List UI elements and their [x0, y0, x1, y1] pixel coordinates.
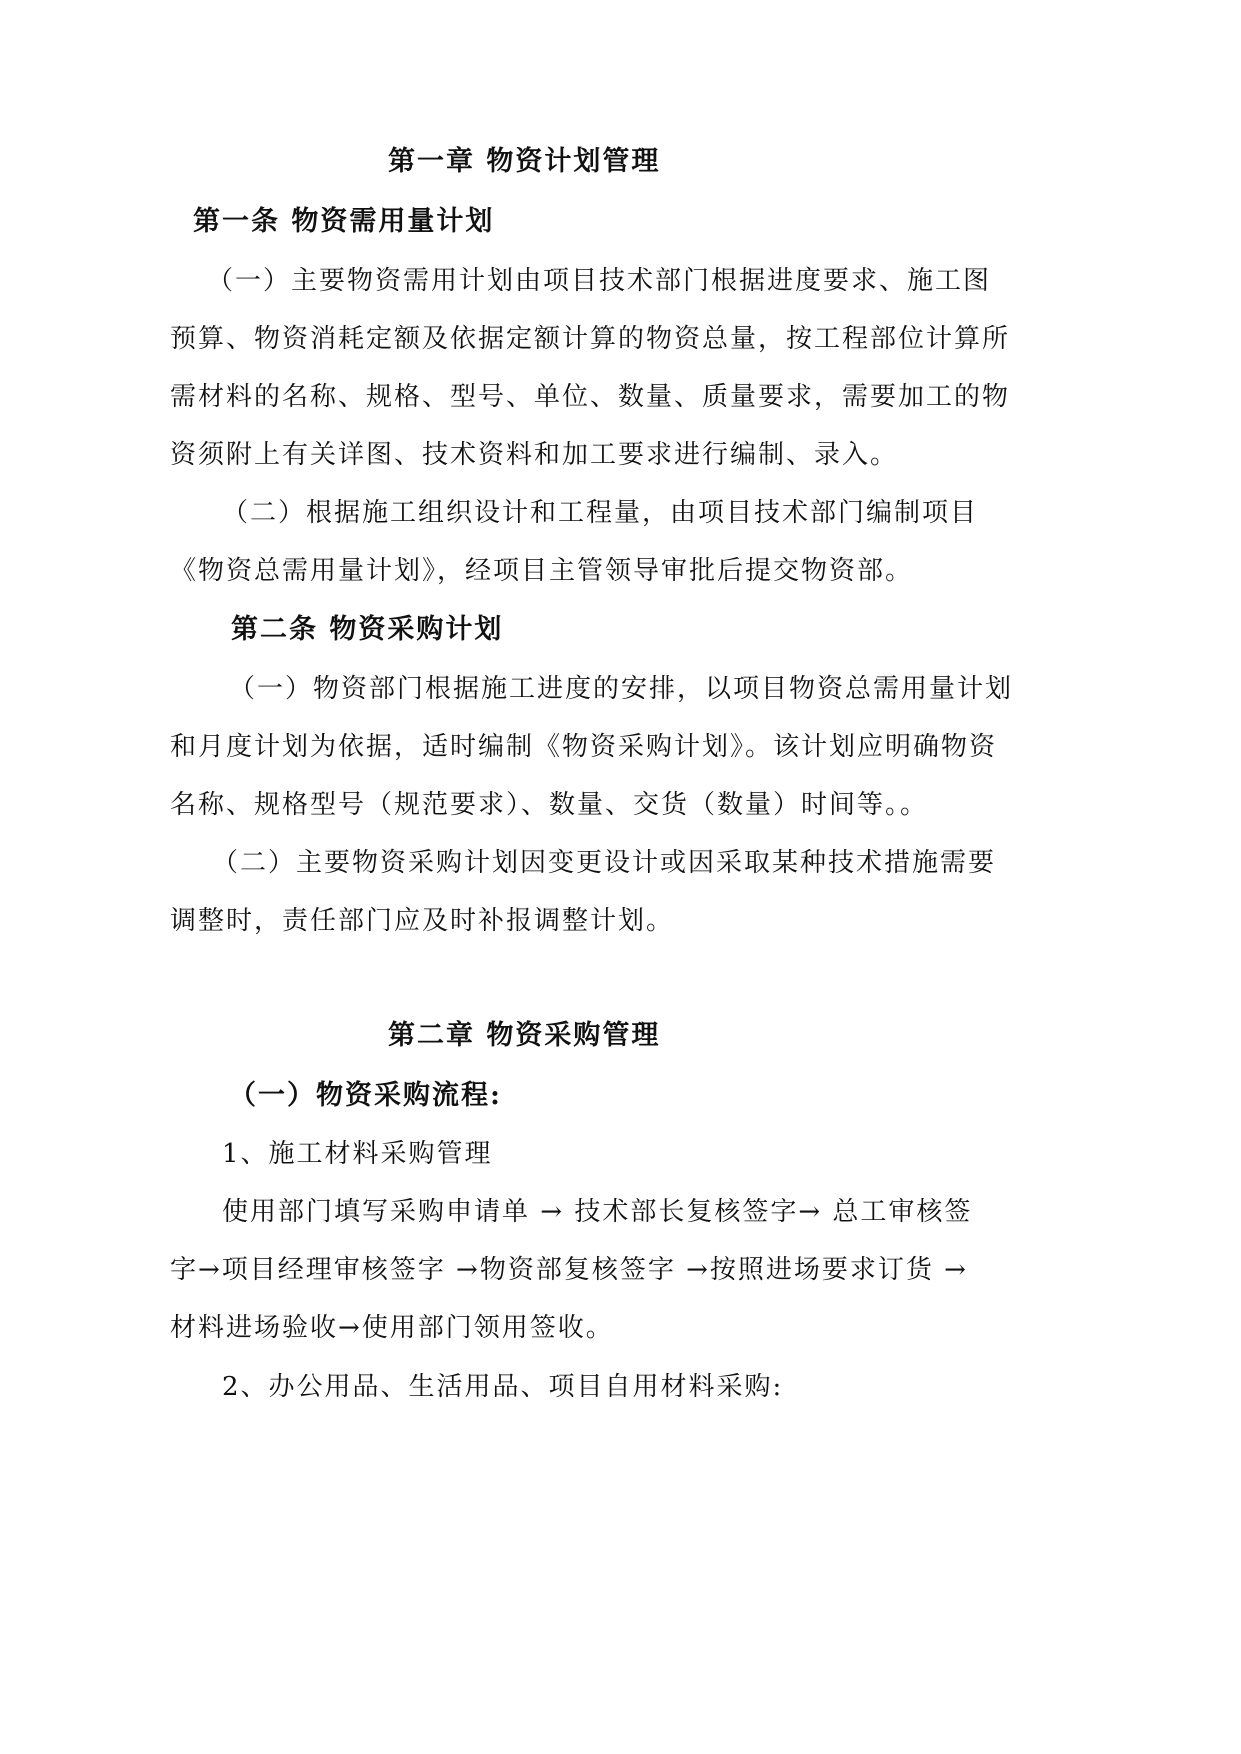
article1-title: 第一条 物资需用量计划 [193, 206, 495, 237]
item1-flow-line2: 字→项目经理审核签字 →物资部复核签字 →按照进场要求订货 → [170, 1255, 968, 1285]
article1-para2-line1: （二）根据施工组织设计和工程量，由项目技术部门编制项目 [222, 498, 979, 528]
article1-para1-line4: 资须附上有关详图、技术资料和加工要求进行编制、录入。 [170, 440, 899, 470]
article2-para1-line3: 名称、规格型号（规范要求）、数量、交货（数量）时间等。。 [170, 790, 929, 820]
article2-para1-line2: 和月度计划为依据，适时编制《物资采购计划》。该计划应明确物资 [170, 732, 998, 762]
item2-title: 2、办公用品、生活用品、项目自用材料采购: [222, 1372, 784, 1402]
chapter2-title: 第二章 物资采购管理 [388, 1020, 661, 1051]
item1-flow-line1: 使用部门填写采购申请单 → 技术部长复核签字→ 总工审核签 [222, 1197, 973, 1227]
article2-title: 第二条 物资采购计划 [231, 614, 504, 645]
article1-para1-line3: 需材料的名称、规格、型号、单位、数量、质量要求，需要加工的物 [170, 382, 1011, 412]
article2-para2-line1: （二）主要物资采购计划因变更设计或因采取某种技术措施需要 [212, 848, 997, 878]
article2-para2-line2: 调整时，责任部门应及时补报调整计划。 [170, 906, 675, 936]
item1-flow-line3: 材料进场验收→使用部门领用签收。 [170, 1313, 614, 1343]
article1-para1-line1: （一）主要物资需用计划由项目技术部门根据进度要求、施工图 [207, 266, 992, 296]
article1-para2-line2: 《物资总需用量计划》，经项目主管领导审批后提交物资部。 [170, 556, 914, 586]
item1-title: 1、施工材料采购管理 [222, 1139, 493, 1169]
chapter1-title: 第一章 物资计划管理 [388, 146, 661, 177]
article1-para1-line2: 预算、物资消耗定额及依据定额计算的物资总量，按工程部位计算所 [170, 324, 1011, 354]
section1-title: （一）物资采购流程: [229, 1080, 502, 1111]
article2-para1-line1: （一）物资部门根据施工进度的安排，以项目物资总需用量计划 [229, 674, 1014, 704]
